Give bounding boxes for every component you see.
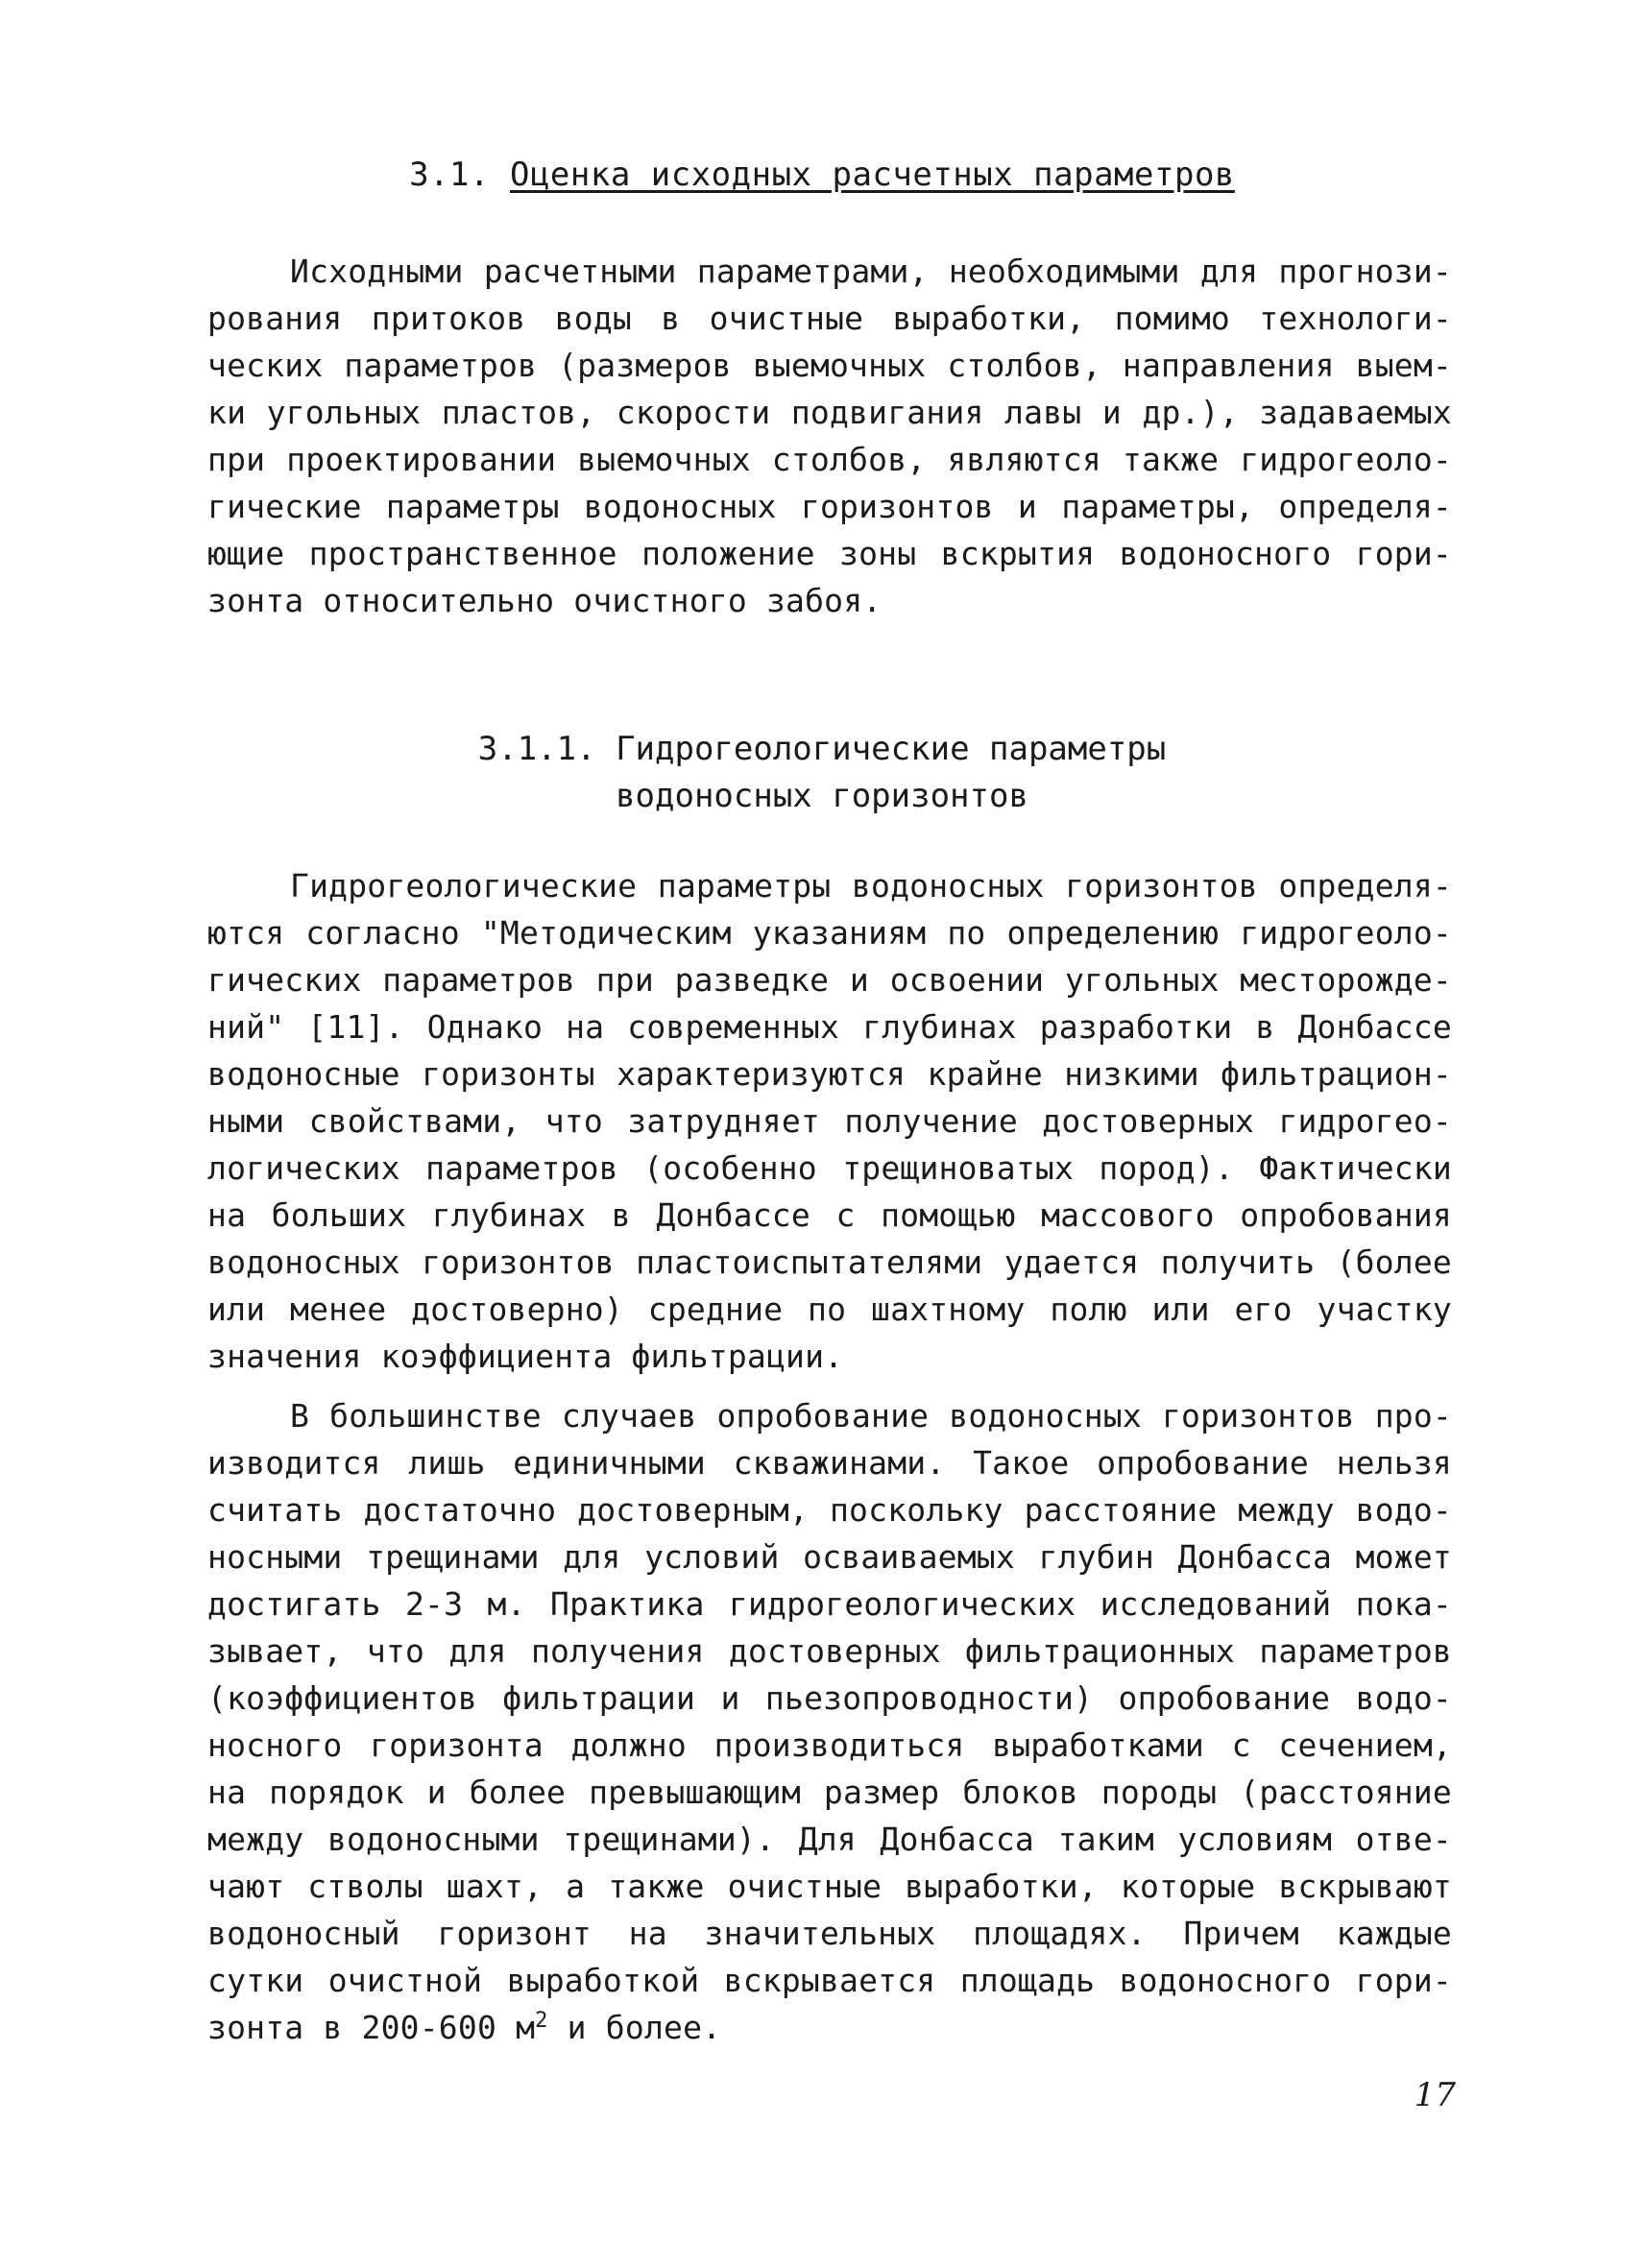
text-line: на порядок и более превышающим размер блоков породы (расстояние: [207, 1773, 1452, 1811]
text-line: ний" [11]. Однако на современных глубинах разработки в Донбассе: [207, 1008, 1452, 1046]
text-line: рования притоков воды в очистные выработки, помимо технологи-: [207, 300, 1452, 337]
text-line: В большинстве случаев опробование водоносных горизонтов про-: [290, 1397, 1452, 1435]
section-title: Оценка исходных расчетных параметров: [509, 156, 1235, 194]
text-line: или менее достоверно) средние по шахтному полю или его участку: [207, 1291, 1452, 1328]
paragraph-2: [207, 862, 1452, 1380]
subsection-number: 3.1.1.: [477, 730, 596, 768]
text-line: на больших глубинах в Донбассе с помощью массового опробования: [207, 1196, 1452, 1234]
text-line: изводится лишь единичными скважинами. Такое опробование нельзя: [207, 1444, 1452, 1482]
text-line: сутки очистной выработкой вскрывается площадь водоносного гори-: [207, 1962, 1452, 1999]
text-line: гические параметры водоносных горизонтов и параметры, определя-: [207, 488, 1452, 525]
text-line: носными трещинами для условий осваиваемых глубин Донбасса может: [207, 1538, 1452, 1576]
text-line: чают стволы шахт, а также очистные выработки, которые вскрывают: [207, 1868, 1452, 1905]
text-line: ческих параметров (размеров выемочных столбов, направления выем-: [207, 347, 1452, 384]
subsection-heading: [0, 726, 1644, 820]
intro-paragraph: [207, 248, 1452, 624]
text-line: водоносные горизонты характеризуются крайне низкими фильтрацион-: [207, 1055, 1452, 1093]
text-line-last: [207, 2004, 1452, 2051]
subsection-title-line1: Гидрогеологические параметры: [616, 730, 1167, 768]
text-fragment: зонта в 200-600 м: [207, 2009, 536, 2046]
text-line: достигать 2-3 м. Практика гидрогеологических исследований пока-: [207, 1585, 1452, 1623]
text-line: гических параметров при разведке и освоении угольных месторожде-: [207, 961, 1452, 999]
text-line: зонта относительно очистного забоя.: [207, 582, 882, 619]
text-line: водоносный горизонт на значительных площадях. Причем каждые: [207, 1915, 1452, 1952]
text-line: при проектировании выемочных столбов, являются также гидрогеоло-: [207, 441, 1452, 478]
text-line: между водоносными трещинами). Для Донбасса таким условиям отве-: [207, 1821, 1452, 1858]
text-line: (коэффициентов фильтрации и пьезопроводности) опробование водо-: [207, 1679, 1452, 1717]
text-line: логических параметров (особенно трещиноватых пород). Фактически: [207, 1149, 1452, 1187]
text-line: значения коэффициента фильтрации.: [207, 1338, 844, 1375]
superscript: 2: [535, 2009, 548, 2033]
text-line: Исходными расчетными параметрами, необходимыми для прогнози-: [290, 253, 1452, 290]
text-line: зывает, что для получения достоверных фильтрационных параметров: [207, 1632, 1452, 1670]
subsection-title-line2: водоносных горизонтов: [616, 777, 1028, 815]
text-line: водоносных горизонтов пластоиспытателями удается получить (более: [207, 1243, 1452, 1281]
section-number: 3.1.: [409, 156, 490, 194]
text-line: ющие пространственное положение зоны вскрытия водоносного гори-: [207, 535, 1452, 572]
page-number: 17: [1414, 2076, 1456, 2114]
text-line: ются согласно "Методическим указаниям по определению гидрогеоло-: [207, 914, 1452, 952]
text-line: ки угольных пластов, скорости подвигания лавы и др.), задаваемых: [207, 394, 1452, 431]
text-line: ными свойствами, что затрудняет получение достоверных гидрогео-: [207, 1102, 1452, 1140]
text-line: носного горизонта должно производиться выработками с сечением,: [207, 1726, 1452, 1764]
text-fragment: и более.: [547, 2009, 722, 2046]
text-line: Гидрогеологические параметры водоносных горизонтов определя-: [290, 867, 1452, 905]
paragraph-3: [207, 1392, 1452, 2051]
section-heading: [0, 152, 1644, 198]
text-line: считать достаточно достоверным, поскольку расстояние между водо-: [207, 1491, 1452, 1529]
